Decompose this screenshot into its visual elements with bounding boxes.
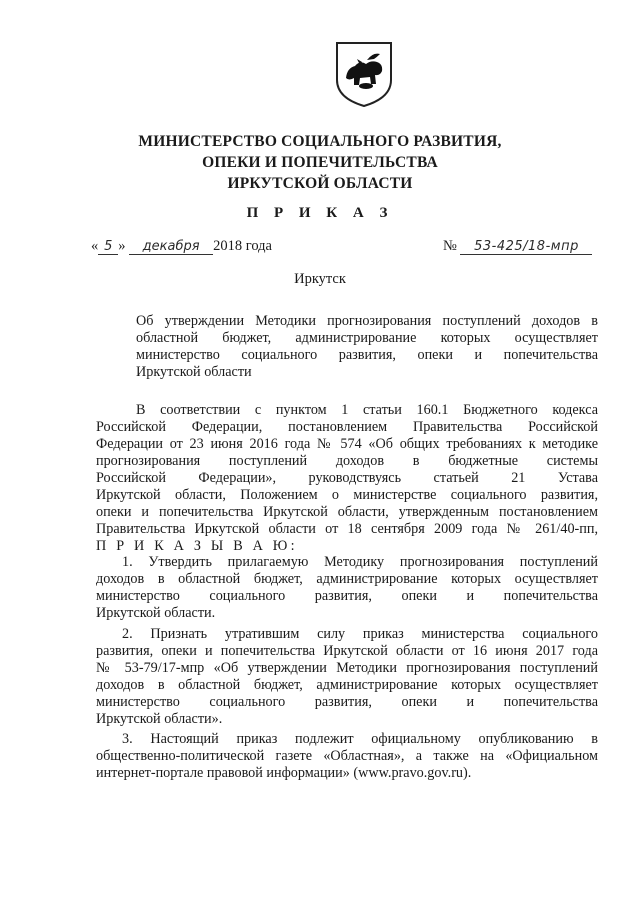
ministry-heading-line: ОПЕКИ И ПОПЕЧИТЕЛЬСТВА bbox=[202, 154, 438, 171]
order-item-3 bbox=[96, 731, 598, 782]
order-number bbox=[443, 238, 592, 255]
item-line: министерство социального развития, опеки и попечительства bbox=[96, 588, 598, 604]
item-line: Иркутской области. bbox=[96, 605, 216, 621]
preamble-line: опеки и попечительства Иркутской области, утвержденным постановлением bbox=[96, 504, 598, 520]
preamble-line: Иркутской области, Положением о министерстве социального развития, bbox=[96, 487, 598, 503]
preamble-line: Правительства Иркутской области от 18 сентября 2009 года № 261/40-пп, bbox=[96, 521, 598, 537]
item-line: 3. Настоящий приказ подлежит официальному опубликованию в bbox=[122, 731, 598, 747]
date-open-quote: « bbox=[91, 238, 99, 254]
document-type-title: П Р И К А З bbox=[246, 205, 394, 221]
preamble-line: Федерации от 23 июня 2016 года № 574 «Об общих требованиях к методике bbox=[96, 436, 598, 452]
date-month-handwritten: декабря bbox=[129, 239, 213, 255]
item-line: доходов в областной бюджет, администрирование которых осуществляет bbox=[96, 677, 598, 693]
order-word: П Р И К А З Ы В А Ю: bbox=[96, 538, 298, 554]
item-line: доходов в областной бюджет, администрирование которых осуществляет bbox=[96, 571, 598, 587]
preamble bbox=[96, 402, 598, 555]
item-line: Иркутской области». bbox=[96, 711, 223, 727]
ministry-heading-line: МИНИСТЕРСТВО СОЦИАЛЬНОГО РАЗВИТИЯ, bbox=[138, 133, 502, 150]
subject-line: Иркутской области bbox=[136, 364, 252, 380]
city-name: Иркутск bbox=[294, 271, 346, 287]
number-sign: № bbox=[443, 238, 457, 254]
date-day-handwritten: 5 bbox=[98, 239, 118, 255]
item-line: развития, опеки и попечительства Иркутской области от 16 июня 2017 года bbox=[96, 643, 598, 659]
item-line: № 53-79/17-мпр «Об утверждении Методики прогнозирования поступлений bbox=[96, 660, 598, 676]
subject-line: министерство социального развития, опеки и попечительства bbox=[136, 347, 598, 363]
preamble-line: В соответствии с пунктом 1 статьи 160.1 Бюджетного кодекса bbox=[136, 402, 598, 418]
ministry-heading-line: ИРКУТСКОЙ ОБЛАСТИ bbox=[227, 175, 413, 192]
order-subject bbox=[136, 313, 598, 381]
item-line: общественно-политической газете «Областная», а также на «Официальном bbox=[96, 748, 598, 764]
subject-line: Об утверждении Методики прогнозирования поступлений доходов в bbox=[136, 313, 598, 329]
date-close-quote: » bbox=[118, 238, 126, 254]
irkutsk-coat-of-arms-icon bbox=[333, 40, 395, 108]
preamble-line: Российской Федерации», руководствуясь статьей 21 Устава bbox=[96, 470, 598, 486]
number-value-handwritten: 53-425/18-мпр bbox=[460, 239, 592, 255]
date-year: 2018 года bbox=[213, 238, 272, 254]
preamble-line: прогнозирования поступлений доходов в бюджетные системы bbox=[96, 453, 598, 469]
item-line: интернет-портале правовой информации» (www.pravo.gov.ru). bbox=[96, 765, 472, 781]
preamble-line: Российской Федерации, постановлением Правительства Российской bbox=[96, 419, 598, 435]
item-line: 1. Утвердить прилагаемую Методику прогнозирования поступлений bbox=[122, 554, 598, 570]
item-line: 2. Признать утратившим силу приказ министерства социального bbox=[122, 626, 598, 642]
ministry-heading bbox=[0, 131, 640, 194]
subject-line: областной бюджет, администрирование которых осуществляет bbox=[136, 330, 598, 346]
order-item-1 bbox=[96, 554, 598, 622]
order-date bbox=[91, 238, 272, 255]
order-item-2 bbox=[96, 626, 598, 728]
item-line: министерство социального развития, опеки и попечительства bbox=[96, 694, 598, 710]
